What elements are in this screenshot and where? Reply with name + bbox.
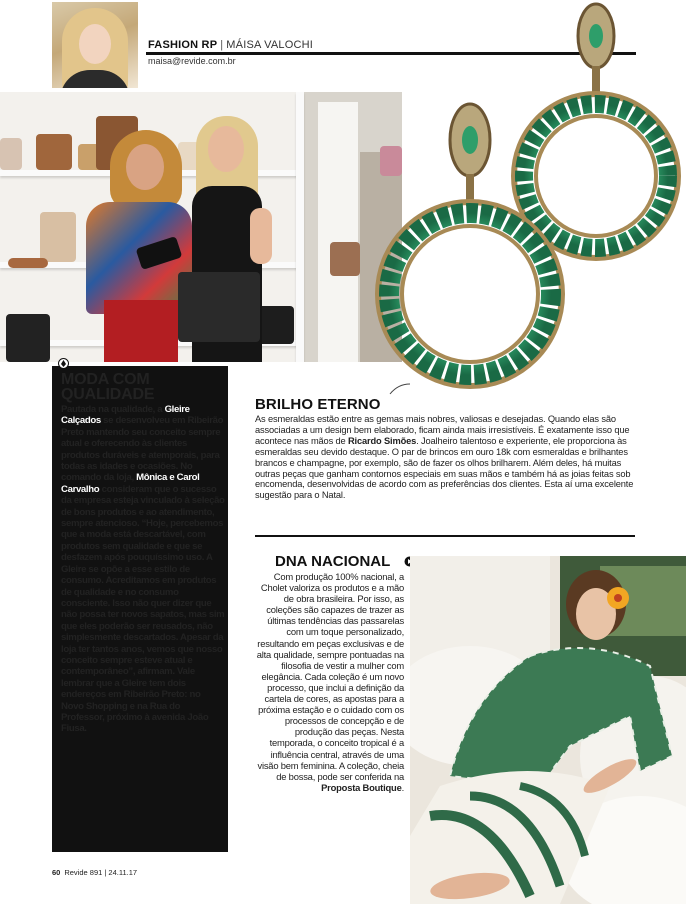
store-photo — [0, 92, 402, 362]
right-earring — [514, 4, 678, 258]
moda-title: MODA COM QUALIDADE — [61, 371, 155, 403]
column-header — [148, 39, 313, 51]
owner-names: Mônica e Carol Carvalho — [61, 472, 200, 495]
author-email[interactable]: maisa@revide.com.br — [148, 56, 236, 66]
dna-title: DNA NACIONAL — [275, 553, 391, 570]
page-number: 60 — [52, 868, 61, 877]
author-portrait — [52, 2, 138, 88]
jeweler-name: Ricardo Simões — [347, 435, 417, 446]
dna-body: Com produção 100% nacional, a Cholet valoriza os produtos e a mão de obra brasileira. Por isso, as coleções são capazes de trazer as últimas tendências das passarelas com um toque personalizado, resultando em peças exclusivas e de alta qualidade, sempre pontuadas na filosofia de vestir a mulher com elegância. Cada coleção é um novo processo, que inclui a definição da cartela de cores, as apostas para a próxima estação e o cuidado com os processos de concepção e de produção das peças. Nesta temporada, o conceito tropical é a influência central, através de uma visão bem feminina. A coleção, cheia de bossa, pode ser conferida na Proposta Boutique. — [256, 571, 404, 793]
location-pin-icon — [58, 358, 69, 369]
model-fashion-photo — [410, 556, 686, 904]
boutique-name: Proposta Boutique — [321, 781, 402, 793]
section-name: FASHION RP — [148, 39, 218, 51]
store-name: Gleire Calçados — [61, 404, 190, 427]
author-name: MÁISA VALOCHI — [226, 39, 314, 51]
header-separator: | — [220, 39, 224, 51]
moda-body: Pautada na qualidade, a Gleire Calçados se desenvolveu em Ribeirão Preto mantendo seu conceito sempre atual e oferecendo às clientes produtos duráveis e atemporais, para todas as idades e ocasiões. No comando da loja, Mônica e Carol Carvalho consideram que o sucesso da empresa esteja vinculado à seleção de bons produtos e ao atendimento, sempre atencioso. “Hoje, percebemos que a moda está descartável, com produtos sem qualidade e que se desfazem após pouquíssimo uso. A Gleire se opõe a esse estilo de consumo. Acreditamos em produtos de qualidade e no consumo consciente. Isso não quer dizer que não possa ter novos sapatos, mas sim que eles poderão ser reusados, não simplesmente descartados. Apesar da loja ter tantos anos, vemos que nosso conceito sempre esteve atual e contemporâneo”, afirmam. Vale lembrar que a Gleire tem dois endereços em Ribeirão Preto: no Novo Shopping e na Rua do Professor, próximo à avenida João Fiusa. — [61, 404, 225, 735]
caption-pointer — [390, 384, 410, 394]
brilho-title: BRILHO ETERNO — [255, 396, 381, 413]
page-footer — [52, 868, 137, 877]
brilho-body: As esmeraldas estão entre as gemas mais nobres, valiosas e desejadas. Quando elas são associadas a um design bem elaborado, ficam ainda mais irresistíveis. É exatamente isso que acontece nas mãos de Ricardo Simões. Joalheiro talentoso e experiente, ele proporciona às esmeraldas seu devido destaque. O par de brincos em ouro 18k com esmeraldas e brilhantes brancos e champagne, por exemplo, são de fazer os olhos brilharem. Além deles, há muitas outras peças que ganham contornos especiais em suas mãos e também há as joias feitas sob encomenda, desenvolvidas de acordo com as preferências dos clientes. Esta aí uma excelente sugestão para o Natal. — [255, 414, 634, 501]
edition-info: Revide 891 | 24.11.17 — [64, 868, 138, 877]
emerald-earrings-photo — [370, 0, 686, 395]
left-earring — [378, 104, 562, 386]
section-rule — [255, 535, 635, 537]
